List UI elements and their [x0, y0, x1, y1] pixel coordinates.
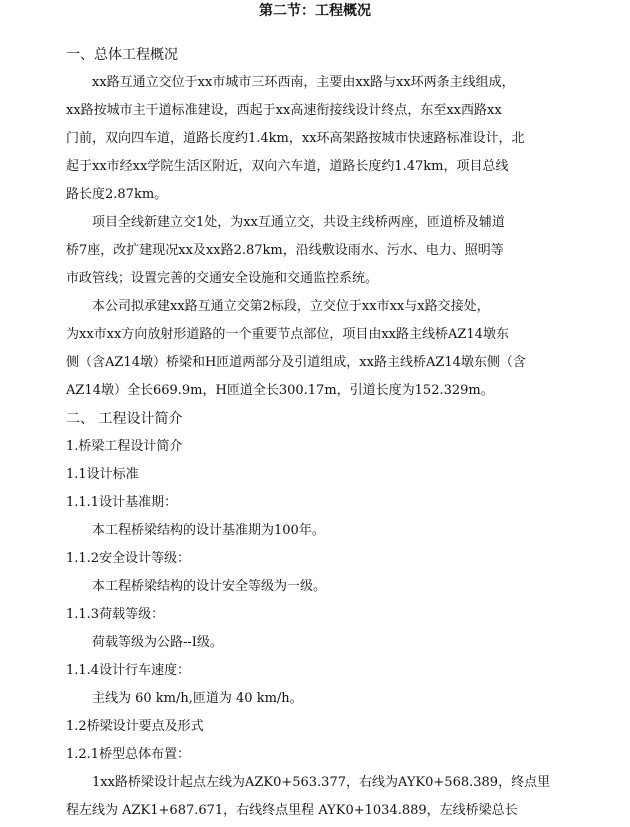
paragraph-line: 桥7座，改扩建现况xx及xx路2.87km，沿线敷设雨水、污水、电力、照明等 — [66, 243, 504, 258]
paragraph-line: AZ14墩）全长669.9m，H匝道全长300.17m，引道长度为152.329m。 — [66, 383, 494, 398]
page-title: 第二节：工程概况 — [259, 3, 371, 19]
paragraph-line: 主线为 60 km/h,匝道为 40 km/h。 — [92, 691, 303, 706]
subheading: 1.桥梁工程设计简介 — [66, 439, 183, 454]
subheading: 1.1.3荷载等级： — [66, 607, 165, 622]
paragraph-line: 起于xx市经xx学院生活区附近，双向六车道，道路长度约1.47km，项目总线 — [66, 159, 509, 174]
paragraph-line: 路长度2.87km。 — [66, 187, 168, 202]
subheading: 1.1设计标准 — [66, 467, 139, 482]
subheading: 1.1.2安全设计等级： — [66, 551, 191, 566]
subheading: 1.1.4设计行车速度： — [66, 663, 191, 678]
paragraph-line: 侧（含AZ14墩）桥梁和H匝道两部分及引道组成，xx路主线桥AZ14墩东侧（含 — [66, 355, 526, 370]
section-heading-design: 二、 工程设计简介 — [66, 411, 183, 427]
paragraph-line: 程左线为 AZK1+687.671，右线终点里程 AYK0+1034.889，左线桥梁总长 — [66, 803, 518, 818]
paragraph-line: 项目全线新建立交1处，为xx互通立交，共设主线桥两座，匝道桥及辅道 — [92, 215, 505, 230]
paragraph-line: 市政管线；设置完善的交通安全设施和交通监控系统。 — [66, 271, 379, 286]
paragraph-line: xx路互通立交位于xx市城市三环西南，主要由xx路与xx环两条主线组成， — [92, 75, 515, 90]
paragraph-line: 荷载等级为公路--Ⅰ级。 — [92, 635, 223, 650]
paragraph-line: 本工程桥梁结构的设计基准期为100年。 — [92, 523, 325, 538]
paragraph-line: 为xx市xx方向放射形道路的一个重要节点部位，项目由xx路主线桥AZ14墩东 — [66, 327, 509, 342]
subheading: 1.2桥梁设计要点及形式 — [66, 719, 204, 734]
paragraph-line: 1xx路桥梁设计起点左线为AZK0+563.377，右线为AYK0+568.389，终点里 — [92, 775, 551, 790]
subheading: 1.1.1设计基准期： — [66, 495, 178, 510]
paragraph-line: xx路按城市主干道标准建设，西起于xx高速衔接线设计终点，东至xx西路xx — [66, 103, 502, 118]
section-heading-overview: 一、总体工程概况 — [66, 47, 178, 63]
subheading: 1.2.1桥型总体布置： — [66, 747, 191, 762]
paragraph-line: 门前，双向四车道，道路长度约1.4km，xx环高架路按城市快速路标准设计，北 — [66, 131, 525, 146]
paragraph-line: 本公司拟承建xx路互通立交第2标段，立交位于xx市xx与x路交接处， — [92, 299, 490, 314]
paragraph-line: 本工程桥梁结构的设计安全等级为一级。 — [92, 579, 327, 594]
